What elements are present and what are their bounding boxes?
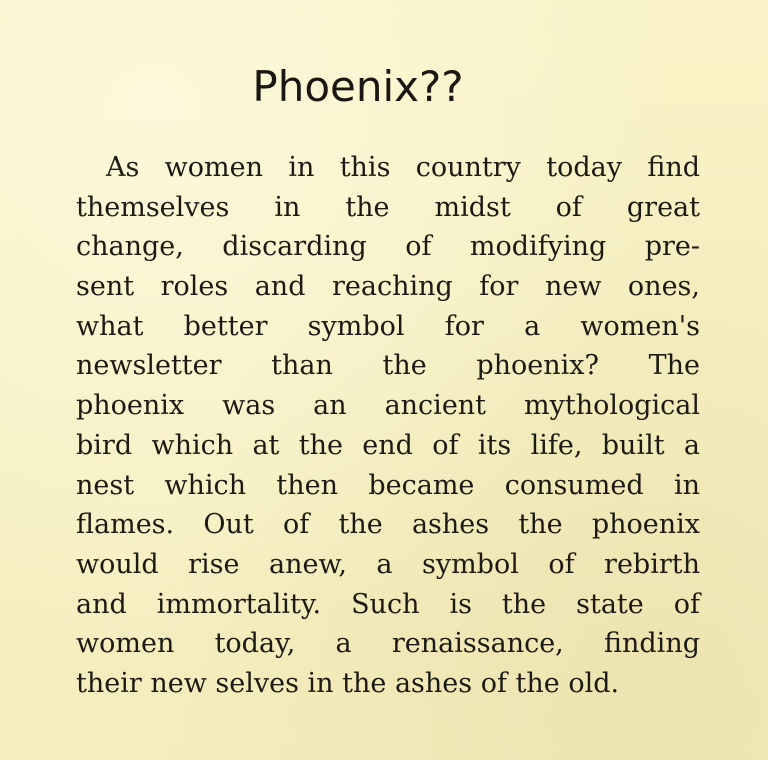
article-body: [76, 148, 700, 704]
body-line: their new selves in the ashes of the old.: [76, 667, 620, 699]
body-line: women today, a renaissance, finding: [76, 628, 700, 660]
body-line: nest which then became consumed in: [76, 469, 700, 501]
body-line: and immortality. Such is the state of: [76, 588, 700, 620]
body-line: what better symbol for a women's: [76, 310, 700, 342]
body-line: change, discarding of modifying pre-: [76, 231, 700, 263]
article-title: Phoenix??: [252, 62, 464, 111]
body-line: themselves in the midst of great: [76, 191, 700, 223]
body-line: As women in this country today find: [106, 152, 700, 183]
body-line: flames. Out of the ashes the phoenix: [76, 509, 700, 541]
body-line: would rise anew, a symbol of rebirth: [76, 548, 700, 580]
body-line: sent roles and reaching for new ones,: [76, 271, 700, 303]
body-line: newsletter than the phoenix? The: [76, 350, 700, 382]
body-line: phoenix was an ancient mythological: [76, 390, 700, 422]
body-line: bird which at the end of its life, built a: [76, 429, 700, 461]
